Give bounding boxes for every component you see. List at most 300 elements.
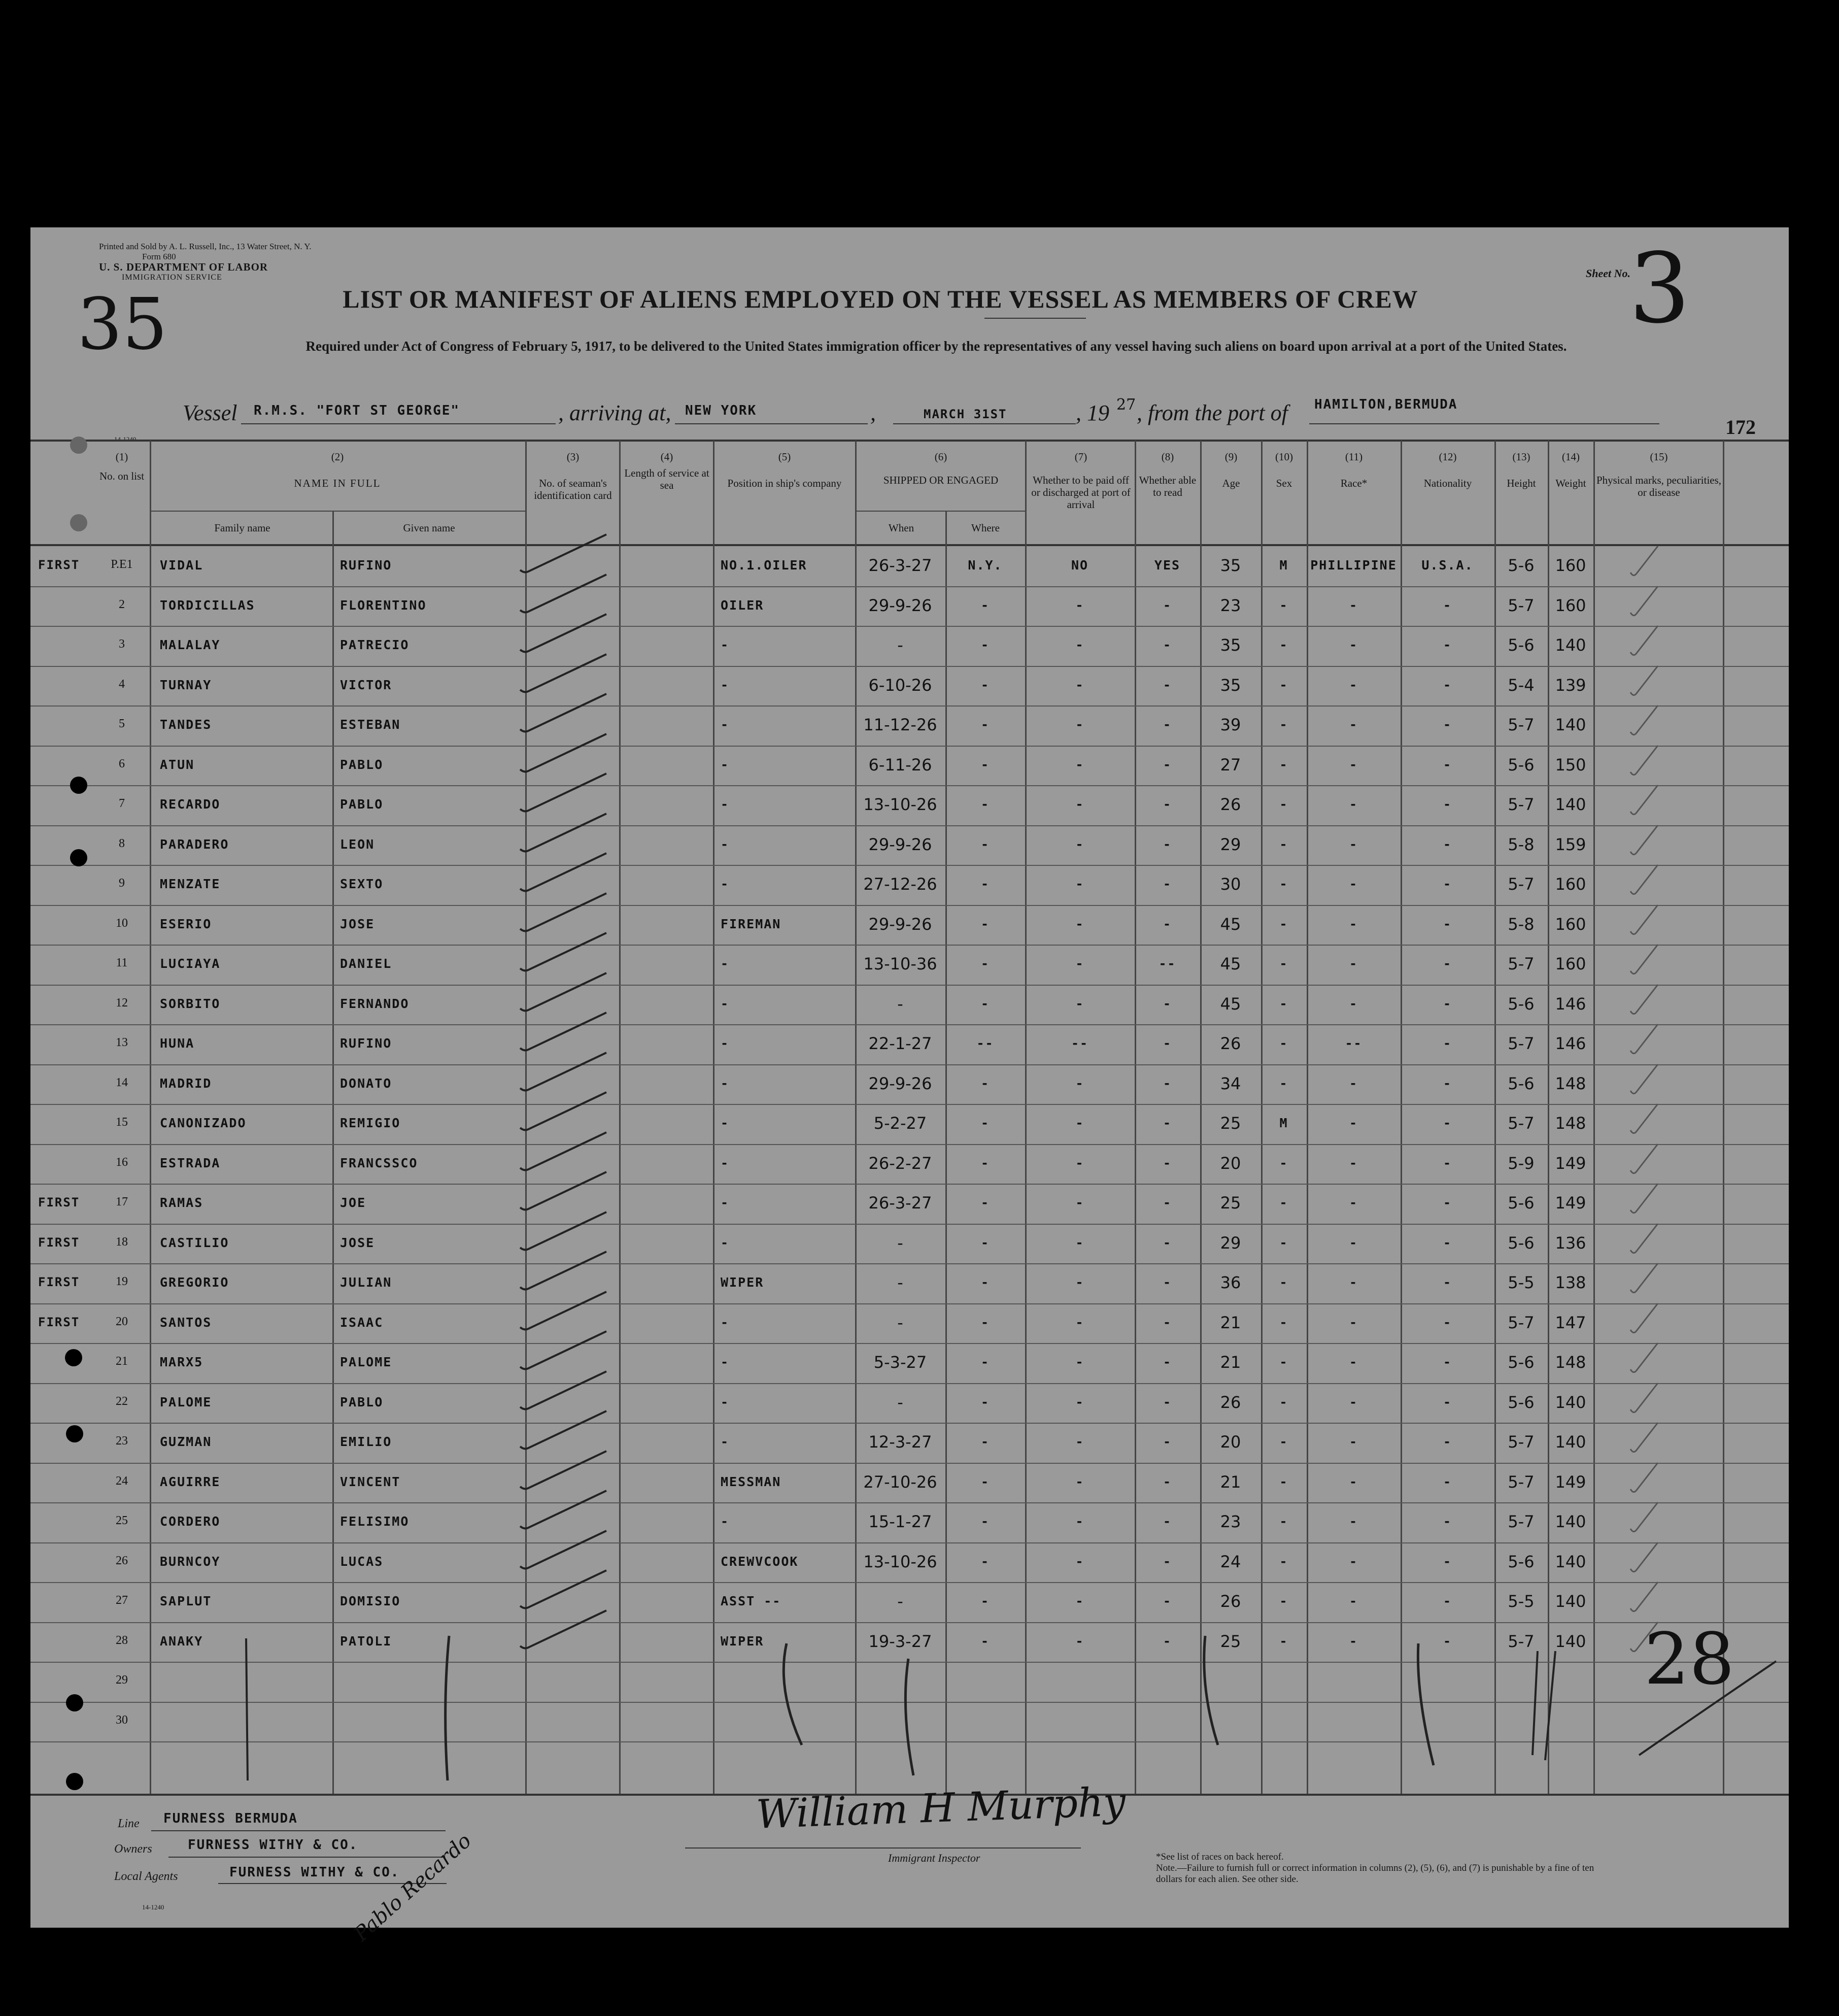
vessel-underline [241, 423, 556, 424]
agents-label: Local Agents [114, 1870, 178, 1883]
handwritten-number: 35 [77, 283, 168, 366]
cell-paid: - [1075, 597, 1084, 613]
cell-nationality: - [1443, 956, 1452, 971]
punch-hole [70, 777, 87, 794]
cell-no: 4 [119, 677, 125, 691]
cell-when: - [897, 1313, 903, 1332]
cell-given: DONATO [340, 1076, 392, 1091]
cell-nationality: - [1443, 1036, 1452, 1051]
cell-no: 23 [116, 1434, 128, 1448]
cell-weight: 160 [1555, 914, 1586, 934]
cell-where: - [980, 597, 990, 613]
cell-age: 25 [1220, 1114, 1241, 1133]
cell-read: - [1163, 1036, 1172, 1051]
cell-margin: FIRST [38, 1195, 80, 1210]
table-row [30, 707, 1789, 747]
cell-where: - [980, 1594, 990, 1609]
owners-value: FURNESS WITHY & CO. [188, 1837, 358, 1853]
punch-hole [66, 1773, 83, 1790]
table-row [30, 1304, 1789, 1345]
cell-given: RUFINO [340, 1036, 392, 1051]
cell-when: 29-9-26 [868, 834, 932, 854]
table-row [30, 786, 1789, 826]
physical-marks-check-mark [1626, 542, 1667, 583]
cell-sex: - [1279, 1195, 1288, 1211]
cell-where: - [980, 1235, 990, 1250]
punch-hole [70, 436, 87, 454]
cell-race: - [1349, 1474, 1358, 1489]
cell-weight: 148 [1555, 1114, 1586, 1133]
cell-paid: - [1075, 916, 1084, 931]
cell-position: - [721, 637, 730, 653]
id-card-check-mark [515, 851, 617, 896]
fine-note: Note.—Failure to furnish full or correct information in columns (2), (5), (6), and (7) is punishable by a fine of ten dollars for each alien. See other side. [1156, 1863, 1594, 1885]
physical-marks-check-mark [1626, 1578, 1667, 1619]
cell-when: 13-10-36 [863, 954, 937, 974]
cell-sex: - [1279, 1355, 1288, 1370]
cell-age: 26 [1220, 795, 1241, 815]
cell-nationality: - [1443, 1076, 1452, 1091]
cell-read: - [1163, 597, 1172, 613]
date-value: MARCH 31ST [924, 407, 1007, 421]
cell-race: - [1349, 677, 1358, 692]
cell-position: - [721, 996, 730, 1011]
cell-given: REMIGIO [340, 1116, 401, 1131]
cell-height: 5-8 [1508, 914, 1535, 934]
margin-note: Pablo Recardo [350, 1829, 476, 1946]
col10-header: (10) Sex [1275, 451, 1293, 490]
table-row [30, 946, 1789, 986]
arriving-underline [675, 423, 868, 424]
cell-read: - [1163, 1394, 1172, 1409]
punch-hole [66, 1694, 83, 1711]
cell-where: - [980, 877, 990, 892]
cell-paid: - [1075, 1195, 1084, 1211]
cell-read: - [1163, 836, 1172, 852]
cell-margin: FIRST [38, 1235, 80, 1250]
col5-header: (5) Position in ship's company [727, 451, 842, 490]
cell-where: - [980, 1434, 990, 1450]
cell-weight: 139 [1555, 675, 1586, 695]
cell-family: ESERIO [160, 916, 212, 931]
cell-read: - [1163, 1275, 1172, 1290]
id-card-check-mark [515, 691, 617, 737]
cell-read: - [1163, 1434, 1172, 1450]
cell-no: 15 [116, 1116, 128, 1129]
cell-age: 25 [1220, 1631, 1241, 1651]
cell-family: LUCIAYA [160, 956, 221, 971]
cell-family: HUNA [160, 1036, 195, 1051]
cell-height: 5-7 [1508, 1631, 1535, 1651]
cell-where: - [980, 717, 990, 732]
cell-height: 5-8 [1508, 834, 1535, 854]
cell-position: - [721, 1116, 730, 1131]
cell-when: 5-2-27 [873, 1114, 927, 1133]
col2b-header: Given name [403, 522, 455, 534]
cell-sex: - [1279, 1394, 1288, 1409]
cell-position: - [721, 1315, 730, 1330]
physical-marks-check-mark [1626, 821, 1667, 862]
cell-race: - [1349, 1076, 1358, 1091]
cell-read: YES [1154, 558, 1181, 573]
cell-no: 29 [116, 1673, 128, 1687]
cell-age: 25 [1220, 1193, 1241, 1213]
id-card-check-mark [515, 1249, 617, 1295]
col2a-header: Family name [214, 522, 270, 534]
cell-no: 16 [116, 1155, 128, 1169]
cell-sex: - [1279, 877, 1288, 892]
table-row [30, 1384, 1789, 1424]
cell-when: 27-10-26 [863, 1472, 937, 1492]
cell-age: 45 [1220, 994, 1241, 1014]
id-card-check-mark [515, 1568, 617, 1614]
cell-race: - [1349, 1315, 1358, 1330]
cell-position: - [721, 797, 730, 812]
cell-nationality: - [1443, 1474, 1452, 1489]
ditto-strokes [30, 1628, 1789, 1796]
cell-read: - [1163, 1474, 1172, 1489]
table-row [30, 1464, 1789, 1504]
cell-read: - [1163, 877, 1172, 892]
cell-where: - [980, 1076, 990, 1091]
cell-nationality: - [1443, 996, 1452, 1011]
cell-weight: 138 [1555, 1273, 1586, 1293]
cell-position: - [721, 677, 730, 692]
cell-margin: FIRST [38, 1315, 80, 1329]
cell-race: - [1349, 1195, 1358, 1211]
physical-marks-check-mark [1626, 622, 1667, 662]
cell-race: -- [1345, 1036, 1363, 1051]
cell-paid: - [1075, 1315, 1084, 1330]
physical-marks-check-mark [1626, 940, 1667, 981]
cell-sex: - [1279, 836, 1288, 852]
cell-paid: - [1075, 996, 1084, 1011]
cell-when: 6-11-26 [868, 755, 932, 775]
cell-family: GREGORIO [160, 1275, 229, 1290]
cell-weight: 146 [1555, 994, 1586, 1014]
cell-given: SEXTO [340, 877, 384, 892]
total-count: 28 [1644, 1618, 1735, 1701]
cell-height: 5-7 [1508, 595, 1535, 615]
cell-no: P.E1 [111, 558, 133, 572]
physical-marks-check-mark [1626, 1538, 1667, 1579]
cell-no: 6 [119, 757, 125, 770]
cell-family: TURNAY [160, 677, 212, 692]
cell-age: 35 [1220, 635, 1241, 655]
cell-no: 13 [116, 1036, 128, 1050]
cell-when: 6-10-26 [868, 675, 932, 695]
cell-weight: 140 [1555, 795, 1586, 815]
cell-no: 26 [116, 1554, 128, 1567]
cell-sex: M [1279, 558, 1288, 573]
cell-no: 27 [116, 1594, 128, 1607]
cell-position: WIPER [721, 1275, 764, 1290]
cell-paid: -- [1071, 1036, 1089, 1051]
cell-read: - [1163, 1195, 1172, 1211]
cell-read: - [1163, 1315, 1172, 1330]
cell-sex: M [1279, 1116, 1288, 1131]
date-underline [893, 423, 1076, 424]
cell-family: BURNCOY [160, 1554, 221, 1569]
cell-position: - [721, 1155, 730, 1170]
cell-height: 5-7 [1508, 1034, 1535, 1054]
cell-nationality: U.S.A. [1421, 558, 1474, 573]
page-number: 172 [1725, 416, 1756, 439]
cell-position: - [721, 1434, 730, 1450]
cell-weight: 149 [1555, 1153, 1586, 1173]
id-card-check-mark [515, 1369, 617, 1415]
cell-position: - [721, 1195, 730, 1211]
cell-where: - [980, 1554, 990, 1569]
physical-marks-check-mark [1626, 1299, 1667, 1340]
physical-marks-check-mark [1626, 1419, 1667, 1459]
cell-height: 5-5 [1508, 1273, 1535, 1293]
cell-where: - [980, 956, 990, 971]
cell-where: - [980, 1474, 990, 1489]
cell-race: - [1349, 996, 1358, 1011]
cell-position: NO.1.OILER [721, 558, 807, 573]
cell-position: MESSMAN [721, 1474, 781, 1489]
cell-family: MALALAY [160, 637, 221, 653]
cell-race: - [1349, 916, 1358, 931]
cell-when: 29-9-26 [868, 595, 932, 615]
cell-height: 5-7 [1508, 1313, 1535, 1332]
cell-age: 29 [1220, 1233, 1241, 1253]
cell-given: LUCAS [340, 1554, 384, 1569]
table-row [30, 627, 1789, 667]
cell-read: - [1163, 996, 1172, 1011]
cell-paid: - [1075, 717, 1084, 732]
cell-no: 10 [116, 916, 128, 930]
cell-family: CORDERO [160, 1514, 221, 1529]
cell-weight: 150 [1555, 755, 1586, 775]
cell-sex: - [1279, 916, 1288, 931]
line-value: FURNESS BERMUDA [163, 1811, 298, 1826]
cell-position: - [721, 1036, 730, 1051]
vessel-label: Vessel [183, 400, 237, 425]
table-row [30, 826, 1789, 866]
cell-read: - [1163, 1554, 1172, 1569]
cell-weight: 148 [1555, 1353, 1586, 1372]
cell-race: - [1349, 1155, 1358, 1170]
cell-when: 12-3-27 [868, 1432, 932, 1452]
cell-weight: 140 [1555, 1512, 1586, 1532]
cell-height: 5-6 [1508, 1552, 1535, 1571]
cell-age: 35 [1220, 556, 1241, 576]
table-top-rule [30, 440, 1789, 442]
col12-header: (12) Nationality [1423, 451, 1472, 490]
cell-when: 11-12-26 [863, 715, 937, 735]
cell-age: 39 [1220, 715, 1241, 735]
physical-marks-check-mark [1626, 781, 1667, 822]
cell-given: FERNANDO [340, 996, 410, 1011]
col11-header: (11) Race* [1340, 451, 1368, 490]
cell-given: PALOME [340, 1355, 392, 1370]
cell-nationality: - [1443, 1235, 1452, 1250]
cell-nationality: - [1443, 677, 1452, 692]
races-note: *See list of races on back hereof. [1156, 1852, 1284, 1862]
cell-no: 28 [116, 1633, 128, 1647]
inspector-label: Immigrant Inspector [888, 1852, 980, 1864]
cell-family: MADRID [160, 1076, 212, 1091]
table-row [30, 1225, 1789, 1265]
cell-age: 26 [1220, 1592, 1241, 1611]
cell-when: 26-3-27 [868, 556, 932, 576]
cell-read: - [1163, 1514, 1172, 1529]
cell-no: 11 [116, 956, 128, 970]
table-row [30, 1583, 1789, 1623]
id-card-check-mark [515, 811, 617, 857]
cell-height: 5-7 [1508, 1114, 1535, 1133]
cell-paid: - [1075, 1076, 1084, 1091]
owners-underline [168, 1857, 445, 1858]
col13-header: (13) Height [1507, 451, 1536, 490]
comma-mark: , [870, 400, 876, 425]
cell-paid: - [1075, 1434, 1084, 1450]
cell-paid: - [1075, 677, 1084, 692]
physical-marks-check-mark [1626, 1220, 1667, 1260]
cell-height: 5-7 [1508, 715, 1535, 735]
table-row [30, 667, 1789, 707]
table-row [30, 1145, 1789, 1185]
cell-height: 5-7 [1508, 795, 1535, 815]
cell-read: - [1163, 677, 1172, 692]
cell-position: - [721, 1514, 730, 1529]
cell-paid: - [1075, 1474, 1084, 1489]
cell-when: - [897, 1592, 903, 1611]
cell-where: - [980, 1195, 990, 1211]
physical-marks-check-mark [1626, 981, 1667, 1021]
cell-where: - [980, 1514, 990, 1529]
id-card-check-mark [515, 731, 617, 777]
cell-family: PARADERO [160, 836, 229, 852]
cell-sex: - [1279, 1554, 1288, 1569]
cell-nationality: - [1443, 1195, 1452, 1211]
cell-when: - [897, 994, 903, 1014]
cell-where: - [980, 996, 990, 1011]
cell-position: OILER [721, 597, 764, 613]
col8-header: (8) Whether able to read [1139, 451, 1197, 499]
cell-weight: 160 [1555, 556, 1586, 576]
cell-position: - [721, 877, 730, 892]
cell-sex: - [1279, 677, 1288, 692]
id-card-check-mark [515, 1449, 617, 1494]
cell-weight: 160 [1555, 875, 1586, 894]
id-card-check-mark [515, 532, 617, 578]
col6b-header: Where [971, 522, 1000, 534]
cell-weight: 140 [1555, 1592, 1586, 1611]
cell-age: 29 [1220, 834, 1241, 854]
cell-where: N.Y. [968, 558, 1003, 573]
id-card-check-mark [515, 1289, 617, 1335]
service: IMMIGRATION SERVICE [122, 273, 222, 282]
cell-position: - [721, 1076, 730, 1091]
cell-read: - [1163, 1355, 1172, 1370]
cell-height: 5-4 [1508, 675, 1535, 695]
id-card-check-mark [515, 652, 617, 697]
cell-read: - [1163, 637, 1172, 653]
cell-race: - [1349, 1594, 1358, 1609]
cell-race: - [1349, 1434, 1358, 1450]
cell-given: JULIAN [340, 1275, 392, 1290]
cell-no: 24 [116, 1474, 128, 1488]
cell-given: DOMISIO [340, 1594, 401, 1609]
cell-weight: 149 [1555, 1472, 1586, 1492]
cell-age: 21 [1220, 1313, 1241, 1332]
cell-position: - [721, 717, 730, 732]
cell-height: 5-6 [1508, 1353, 1535, 1372]
cell-when: 13-10-26 [863, 795, 937, 815]
stamp-code: 14-1240 [114, 435, 137, 443]
cell-family: AGUIRRE [160, 1474, 221, 1489]
cell-sex: - [1279, 717, 1288, 732]
cell-height: 5-7 [1508, 954, 1535, 974]
agents-value: FURNESS WITHY & CO. [229, 1865, 400, 1880]
page-subtitle: Required under Act of Congress of February 5, 1917, to be delivered to the United States immigration officer by the representatives of any vessel having such aliens on board upon arrival at a port of the United States. [305, 339, 1567, 354]
cell-when: 29-9-26 [868, 1073, 932, 1093]
cell-given: VINCENT [340, 1474, 401, 1489]
year-prefix: , 19 [1076, 400, 1109, 425]
cell-position: FIREMAN [721, 916, 781, 931]
cell-height: 5-6 [1508, 1073, 1535, 1093]
cell-given: PATRECIO [340, 637, 410, 653]
cell-no: 7 [119, 797, 125, 811]
table-row [30, 1503, 1789, 1543]
cell-paid: - [1075, 836, 1084, 852]
cell-position: CREWVCOOK [721, 1554, 799, 1569]
cell-race: - [1349, 717, 1358, 732]
table-row [30, 547, 1789, 587]
cell-where: - [980, 1116, 990, 1131]
table-row [30, 1025, 1789, 1065]
physical-marks-check-mark [1626, 861, 1667, 901]
physical-marks-check-mark [1626, 1020, 1667, 1061]
cell-where: - [980, 1633, 990, 1649]
cell-nationality: - [1443, 1633, 1452, 1649]
table-row [30, 1344, 1789, 1384]
printer-line: Printed and Sold by A. L. Russell, Inc., 13 Water Street, N. Y. [99, 242, 312, 251]
cell-age: 23 [1220, 1512, 1241, 1532]
cell-given: FRANCSSCO [340, 1155, 418, 1170]
cell-race: - [1349, 1633, 1358, 1649]
cell-family: ESTRADA [160, 1155, 221, 1170]
id-card-check-mark [515, 1130, 617, 1175]
cell-position: - [721, 956, 730, 971]
cell-read: - [1163, 1594, 1172, 1609]
cell-no: 18 [116, 1235, 128, 1249]
id-card-check-mark [515, 970, 617, 1016]
cell-age: 36 [1220, 1273, 1241, 1293]
cell-race: - [1349, 956, 1358, 971]
cell-given: FLORENTINO [340, 597, 427, 613]
cell-paid: - [1075, 1235, 1084, 1250]
cell-read: - [1163, 717, 1172, 732]
cell-no: 2 [119, 597, 125, 611]
cell-margin: FIRST [38, 1275, 80, 1290]
cell-sex: - [1279, 597, 1288, 613]
cell-age: 20 [1220, 1432, 1241, 1452]
cell-family: GUZMAN [160, 1434, 212, 1450]
cell-read: - [1163, 1116, 1172, 1131]
id-card-check-mark [515, 891, 617, 936]
physical-marks-check-mark [1626, 1498, 1667, 1539]
cell-height: 5-6 [1508, 635, 1535, 655]
id-card-check-mark [515, 930, 617, 976]
cell-no: 5 [119, 717, 125, 731]
id-card-check-mark [515, 1169, 617, 1215]
cell-nationality: - [1443, 1116, 1452, 1131]
col15-header: (15) Physical marks, peculiarities, or disease [1596, 451, 1722, 499]
